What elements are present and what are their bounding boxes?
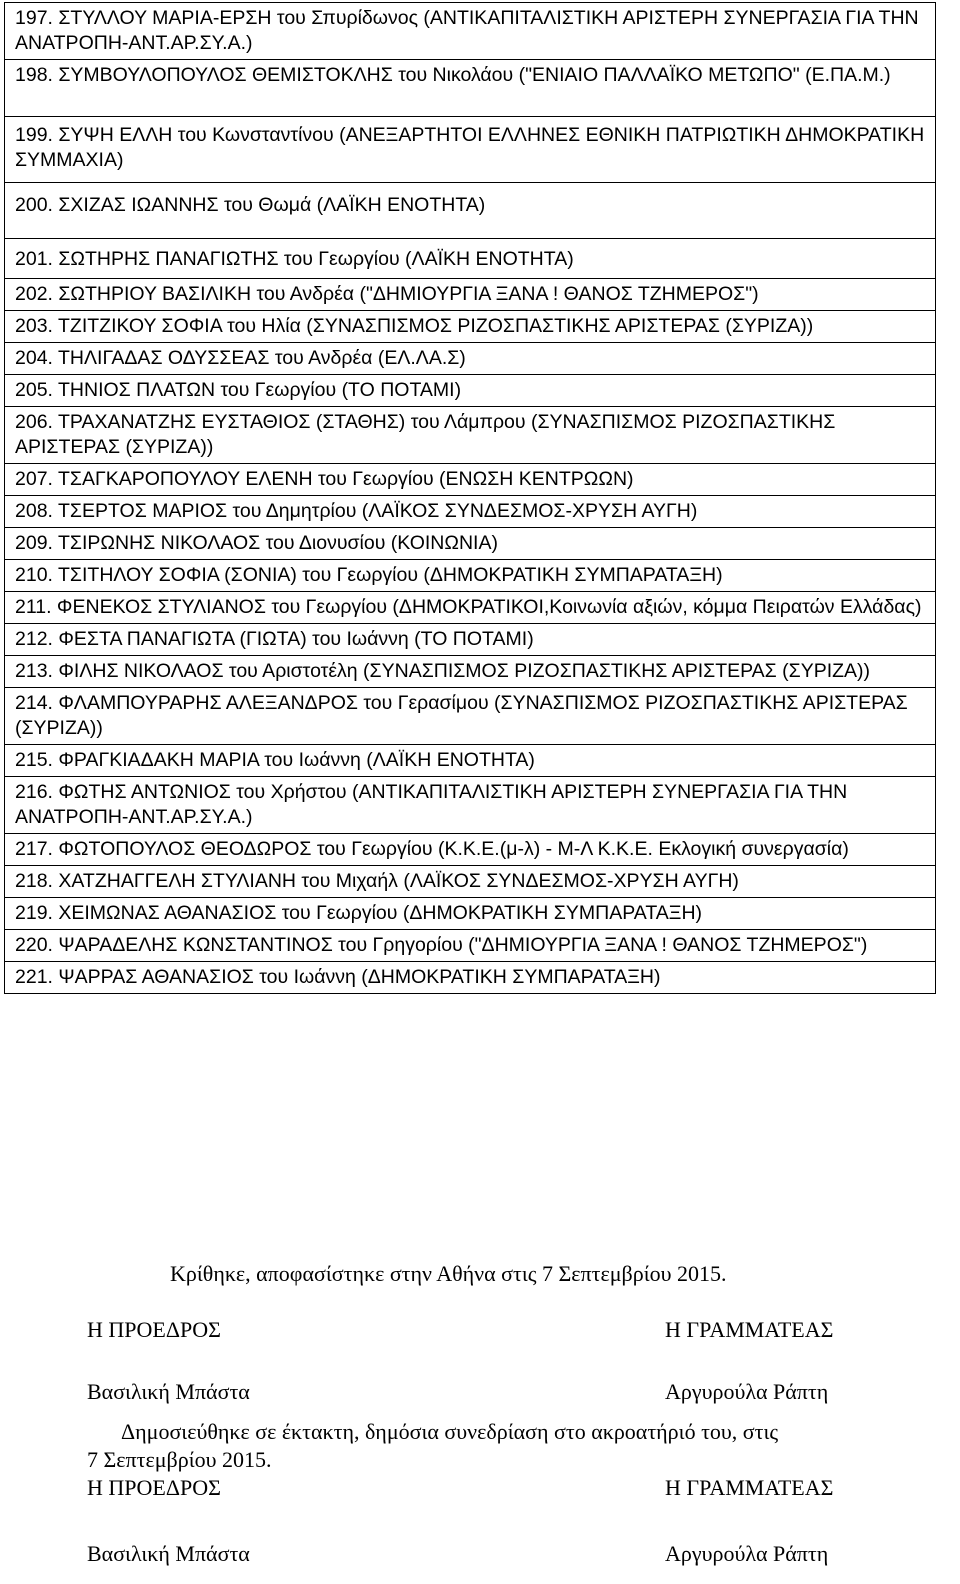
table-row xyxy=(5,624,936,656)
table-row xyxy=(5,834,936,866)
table-row xyxy=(5,688,936,745)
candidate-entry: 201. ΣΩΤΗΡΗΣ ΠΑΝΑΓΙΩΤΗΣ του Γεωργίου (ΛΑΪΚΗ ΕΝΟΤΗΤΑ) xyxy=(5,239,936,279)
candidate-entry: 204. ΤΗΛΙΓΑΔΑΣ ΟΔΥΣΣΕΑΣ του Ανδρέα (ΕΛ.ΛΑ.Σ) xyxy=(5,343,936,375)
table-row xyxy=(5,279,936,311)
table-row xyxy=(5,962,936,994)
table-row xyxy=(5,898,936,930)
president-title-2: Η ΠΡΟΕΔΡΟΣ xyxy=(87,1475,221,1500)
table-row xyxy=(5,866,936,898)
candidate-entry: 205. ΤΗΝΙΟΣ ΠΛΑΤΩΝ του Γεωργίου (ΤΟ ΠΟΤΑΜΙ) xyxy=(5,375,936,407)
candidate-entry: 215. ΦΡΑΓΚΙΑΔΑΚΗ ΜΑΡΙΑ του Ιωάννη (ΛΑΪΚΗ ΕΝΟΤΗΤΑ) xyxy=(5,745,936,777)
candidate-entry: 212. ΦΕΣΤΑ ΠΑΝΑΓΙΩΤΑ (ΓΙΩΤΑ) του Ιωάννη (ΤΟ ΠΟΤΑΜΙ) xyxy=(5,624,936,656)
table-row xyxy=(5,745,936,777)
candidate-entry: 221. ΨΑΡΡΑΣ ΑΘΑΝΑΣΙΟΣ του Ιωάννη (ΔΗΜΟΚΡΑΤΙΚΗ ΣΥΜΠΑΡΑΤΑΞΗ) xyxy=(5,962,936,994)
table-row xyxy=(5,117,936,183)
secretary-title-2: Η ΓΡΑΜΜΑΤΕΑΣ xyxy=(665,1475,834,1500)
candidate-entry: 198. ΣΥΜΒΟΥΛΟΠΟΥΛΟΣ ΘΕΜΙΣΤΟΚΛΗΣ του Νικολάου ("ΕΝΙΑΙΟ ΠΑΛΛΑΪΚΟ ΜΕΤΩΠΟ" (Ε.ΠΑ.Μ.) xyxy=(5,60,936,117)
candidate-entry: 209. ΤΣΙΡΩΝΗΣ ΝΙΚΟΛΑΟΣ του Διονυσίου (ΚΟΙΝΩΝΙΑ) xyxy=(5,528,936,560)
table-row xyxy=(5,560,936,592)
candidate-entry: 203. ΤΖΙΤΖΙΚΟΥ ΣΟΦΙΑ του Ηλία (ΣΥΝΑΣΠΙΣΜΟΣ ΡΙΖΟΣΠΑΣΤΙΚΗΣ ΑΡΙΣΤΕΡΑΣ (ΣΥΡΙΖΑ)) xyxy=(5,311,936,343)
candidate-entry: 199. ΣΥΨΗ ΕΛΛΗ του Κωνσταντίνου (ΑΝΕΞΑΡΤΗΤΟΙ ΕΛΛΗΝΕΣ ΕΘΝΙΚΗ ΠΑΤΡΙΩΤΙΚΗ ΔΗΜΟΚΡΑΤΙΚΗ ΣΥΜΜΑΧΙΑ) xyxy=(5,117,936,183)
table-row xyxy=(5,777,936,834)
table-row xyxy=(5,239,936,279)
candidate-entry: 213. ΦΙΛΗΣ ΝΙΚΟΛΑΟΣ του Αριστοτέλη (ΣΥΝΑΣΠΙΣΜΟΣ ΡΙΖΟΣΠΑΣΤΙΚΗΣ ΑΡΙΣΤΕΡΑΣ (ΣΥΡΙΖΑ)) xyxy=(5,656,936,688)
candidate-entry: 197. ΣΤΥΛΛΟΥ ΜΑΡΙΑ-ΕΡΣΗ του Σπυρίδωνος (ΑΝΤΙΚΑΠΙΤΑΛΙΣΤΙΚΗ ΑΡΙΣΤΕΡΗ ΣΥΝΕΡΓΑΣΙΑ ΓΙΑ ΤΗΝ ΑΝΑΤΡΟΠΗ-ΑΝΤ.ΑΡ.ΣΥ.Α.) xyxy=(5,3,936,60)
president-name-2: Βασιλική Μπάστα xyxy=(87,1541,250,1566)
table-row xyxy=(5,496,936,528)
table-row xyxy=(5,407,936,464)
table-row xyxy=(5,343,936,375)
candidate-entry: 214. ΦΛΑΜΠΟΥΡΑΡΗΣ ΑΛΕΞΑΝΔΡΟΣ του Γερασίμου (ΣΥΝΑΣΠΙΣΜΟΣ ΡΙΖΟΣΠΑΣΤΙΚΗΣ ΑΡΙΣΤΕΡΑΣ (ΣΥΡΙΖΑ)) xyxy=(5,688,936,745)
candidate-entry: 219. ΧΕΙΜΩΝΑΣ ΑΘΑΝΑΣΙΟΣ του Γεωργίου (ΔΗΜΟΚΡΑΤΙΚΗ ΣΥΜΠΑΡΑΤΑΞΗ) xyxy=(5,898,936,930)
candidate-entry: 206. ΤΡΑΧΑΝΑΤΖΗΣ ΕΥΣΤΑΘΙΟΣ (ΣΤΑΘΗΣ) του Λάμπρου (ΣΥΝΑΣΠΙΣΜΟΣ ΡΙΖΟΣΠΑΣΤΙΚΗΣ ΑΡΙΣΤΕΡΑΣ (ΣΥΡΙΖΑ)) xyxy=(5,407,936,464)
president-name: Βασιλική Μπάστα xyxy=(87,1379,250,1404)
table-row xyxy=(5,930,936,962)
secretary-title: Η ΓΡΑΜΜΑΤΕΑΣ xyxy=(665,1317,834,1342)
candidate-entry: 211. ΦΕΝΕΚΟΣ ΣΤΥΛΙΑΝΟΣ του Γεωργίου (ΔΗΜΟΚΡΑΤΙΚΟΙ,Κοινωνία αξιών, κόμμα Πειρατών Ελλάδας) xyxy=(5,592,936,624)
candidates-table xyxy=(4,2,936,994)
table-row xyxy=(5,592,936,624)
signature-titles-2 xyxy=(0,1474,960,1502)
table-row xyxy=(5,183,936,239)
publication-line-2: 7 Σεπτεμβρίου 2015. xyxy=(87,1447,272,1472)
publication-date-row xyxy=(0,1446,960,1474)
publication-line-1: Δημοσιεύθηκε σε έκτακτη, δημόσια συνεδρίαση στο ακροατήριό του, στις xyxy=(121,1419,779,1444)
candidate-entry: 200. ΣΧΙΖΑΣ ΙΩΑΝΝΗΣ του Θωμά (ΛΑΪΚΗ ΕΝΟΤΗΤΑ) xyxy=(5,183,936,239)
candidate-entry: 207. ΤΣΑΓΚΑΡΟΠΟΥΛΟΥ ΕΛΕΝΗ του Γεωργίου (ΕΝΩΣΗ ΚΕΝΤΡΩΩΝ) xyxy=(5,464,936,496)
table-row xyxy=(5,3,936,60)
candidate-entry: 216. ΦΩΤΗΣ ΑΝΤΩΝΙΟΣ του Χρήστου (ΑΝΤΙΚΑΠΙΤΑΛΙΣΤΙΚΗ ΑΡΙΣΤΕΡΗ ΣΥΝΕΡΓΑΣΙΑ ΓΙΑ ΤΗΝ ΑΝΑΤΡΟΠΗ-ΑΝΤ.ΑΡ.ΣΥ.Α.) xyxy=(5,777,936,834)
table-row xyxy=(5,656,936,688)
table-row xyxy=(5,375,936,407)
candidate-entry: 210. ΤΣΙΤΗΛΟΥ ΣΟΦΙΑ (ΣΟΝΙΑ) του Γεωργίου (ΔΗΜΟΚΡΑΤΙΚΗ ΣΥΜΠΑΡΑΤΑΞΗ) xyxy=(5,560,936,592)
candidate-entry: 218. ΧΑΤΖΗΑΓΓΕΛΗ ΣΤΥΛΙΑΝΗ του Μιχαήλ (ΛΑΪΚΟΣ ΣΥΝΔΕΣΜΟΣ-ΧΡΥΣΗ ΑΥΓΗ) xyxy=(5,866,936,898)
candidate-entry: 208. ΤΣΕΡΤΟΣ ΜΑΡΙΟΣ του Δημητρίου (ΛΑΪΚΟΣ ΣΥΝΔΕΣΜΟΣ-ΧΡΥΣΗ ΑΥΓΗ) xyxy=(5,496,936,528)
signature-titles xyxy=(0,1316,960,1344)
decision-statement: Κρίθηκε, αποφασίστηκε στην Αθήνα στις 7 Σεπτεμβρίου 2015. xyxy=(170,1261,727,1286)
candidate-entry: 217. ΦΩΤΟΠΟΥΛΟΣ ΘΕΟΔΩΡΟΣ του Γεωργίου (Κ.Κ.Ε.(μ-λ) - Μ-Λ Κ.Κ.Ε. Εκλογική συνεργασία) xyxy=(5,834,936,866)
secretary-name-2: Αργυρούλα Ράπτη xyxy=(665,1541,829,1566)
table-row xyxy=(5,528,936,560)
publication-statement xyxy=(86,1418,960,1446)
signature-names xyxy=(0,1378,960,1406)
candidate-entry: 220. ΨΑΡΑΔΕΛΗΣ ΚΩΝΣΤΑΝΤΙΝΟΣ του Γρηγορίου ("ΔΗΜΙΟΥΡΓΙΑ ΞΑΝΑ ! ΘΑΝΟΣ ΤΖΗΜΕΡΟΣ") xyxy=(5,930,936,962)
table-row xyxy=(5,464,936,496)
table-row xyxy=(5,311,936,343)
president-title: Η ΠΡΟΕΔΡΟΣ xyxy=(87,1317,221,1342)
candidate-entry: 202. ΣΩΤΗΡΙΟΥ ΒΑΣΙΛΙΚΗ του Ανδρέα ("ΔΗΜΙΟΥΡΓΙΑ ΞΑΝΑ ! ΘΑΝΟΣ ΤΖΗΜΕΡΟΣ") xyxy=(5,279,936,311)
candidates-body xyxy=(5,3,936,994)
signature-names-2 xyxy=(0,1540,960,1568)
secretary-name: Αργυρούλα Ράπτη xyxy=(665,1379,829,1404)
table-row xyxy=(5,60,936,117)
